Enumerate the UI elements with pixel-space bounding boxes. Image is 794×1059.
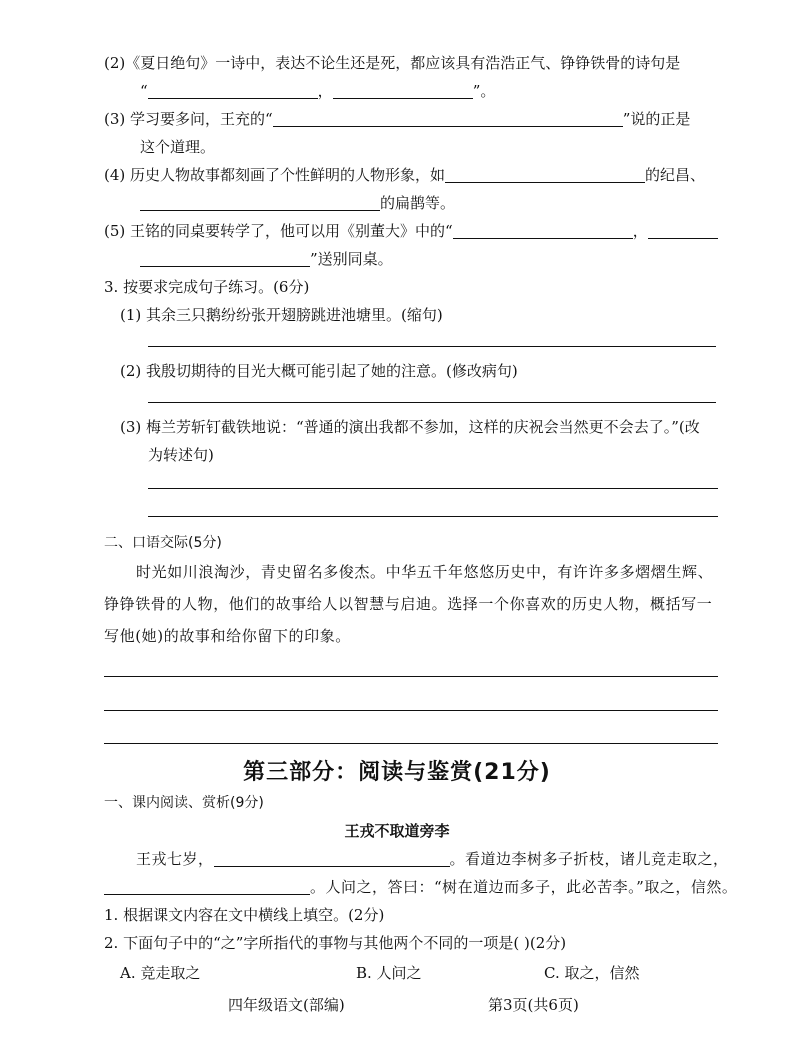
reading-subheading: 一、课内阅读、赏析(9分)	[104, 795, 264, 811]
item-5-line-2: ”送别同桌。	[140, 248, 393, 270]
answer-blank[interactable]	[148, 82, 318, 99]
answer-line[interactable]	[104, 710, 718, 711]
footer-page-number: 第3页(共6页)	[488, 996, 579, 1014]
answer-blank[interactable]	[453, 222, 633, 239]
answer-line[interactable]	[148, 516, 718, 517]
reading-q1: 1. 根据课文内容在文中横线上填空。(2分)	[104, 906, 385, 924]
option-b[interactable]: B. 人问之	[356, 964, 422, 982]
option-a[interactable]: A. 竞走取之	[120, 964, 201, 982]
question-3-title: 3. 按要求完成句子练习。(6分)	[104, 278, 310, 296]
answer-blank[interactable]	[140, 250, 310, 267]
sentence-3-line-1: (3) 梅兰芳斩钉截铁地说：“普通的演出我都不参加，这样的庆祝会当然更不会去了。”(改	[120, 418, 700, 436]
sentence-1: (1) 其余三只鹅纷纷张开翅膀跳进池塘里。(缩句)	[120, 306, 443, 324]
item-5-line-1: (5) 王铭的同桌要转学了，他可以用《别董大》中的“ ，	[104, 220, 718, 242]
answer-blank[interactable]	[273, 110, 623, 127]
footer-grade: 四年级语文(部编)	[228, 996, 345, 1014]
answer-blank[interactable]	[333, 82, 473, 99]
option-c[interactable]: C. 取之，信然	[544, 964, 640, 982]
sentence-3-line-2: 为转述句)	[148, 446, 214, 464]
answer-line[interactable]	[148, 488, 718, 489]
item-4-line-1: (4) 历史人物故事都刻画了个性鲜明的人物形象，如 的纪昌、	[104, 166, 706, 184]
answer-blank[interactable]	[140, 194, 380, 211]
oral-paragraph: 时光如川浪淘沙，青史留名多俊杰。中华五千年悠悠历史中，有许许多多熠熠生辉、铮铮铁骨的人物，他们的故事给人以智慧与启迪。选择一个你喜欢的历史人物，概括写一写他(她)的故事和给你留下的印象。	[104, 563, 714, 645]
item-2-line-1: (2)《夏日绝句》一诗中，表达不论生还是死，都应该具有浩浩正气、铮铮铁骨的诗句是	[104, 54, 681, 72]
answer-blank[interactable]	[445, 166, 645, 183]
reading-q2: 2. 下面句子中的“之”字所指代的事物与其他两个不同的一项是( )(2分)	[104, 934, 567, 952]
story-title: 王戎不取道旁李	[344, 822, 450, 840]
item-3-line-2: 这个道理。	[140, 138, 216, 156]
oral-heading: 二、口语交际(5分)	[104, 535, 222, 551]
part-3-title: 第三部分：阅读与鉴赏(21分)	[243, 760, 551, 785]
sentence-2: (2) 我殷切期待的目光大概可能引起了她的注意。(修改病句)	[120, 362, 518, 380]
item-2-line-2: “ ， ”。	[140, 82, 496, 100]
answer-blank[interactable]	[104, 878, 310, 895]
answer-blank[interactable]	[214, 850, 450, 867]
answer-line[interactable]	[148, 346, 716, 347]
story-line-1: 王戎七岁， 。看道边李树多子折枝，诸儿竞走取之，	[136, 850, 729, 868]
answer-blank[interactable]	[648, 222, 718, 239]
answer-line[interactable]	[148, 402, 716, 403]
item-3-line-1: (3) 学习要多问，王充的“ ”说的正是	[104, 110, 691, 128]
story-line-2: 。人问之，答曰：“树在道边而多子，此必苦李。”取之，信然。	[104, 876, 737, 898]
answer-line[interactable]	[104, 676, 718, 677]
item-4-line-2: 的扁鹊等。	[140, 192, 455, 214]
answer-line[interactable]	[104, 743, 718, 744]
